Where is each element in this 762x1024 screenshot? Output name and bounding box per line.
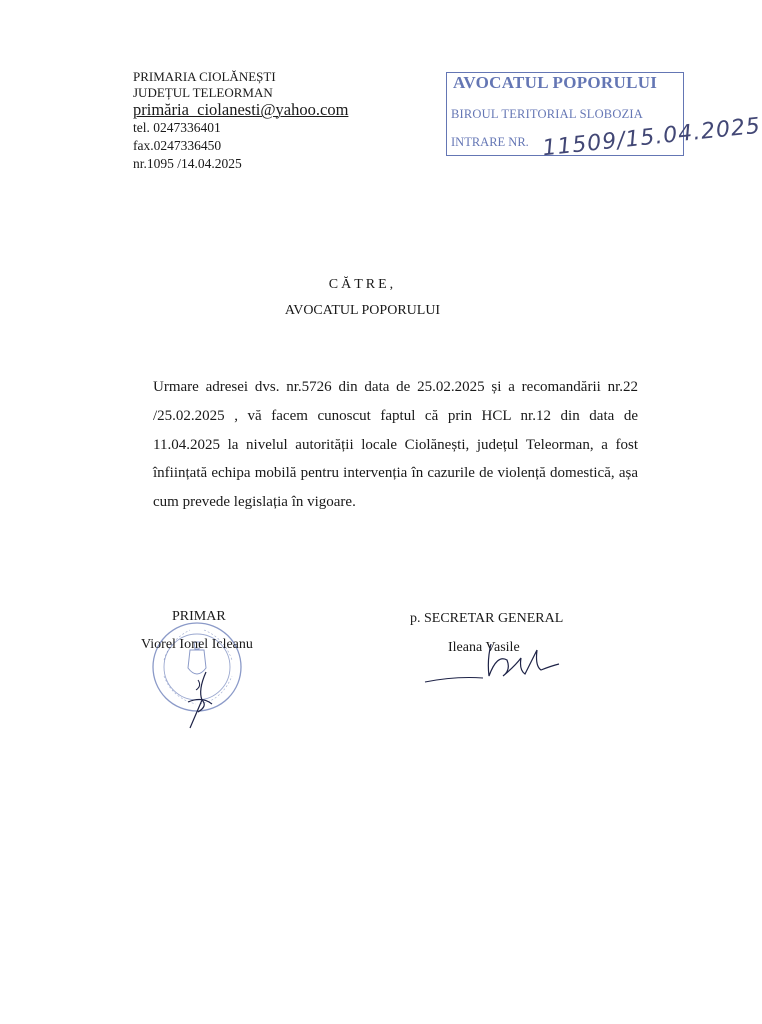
sender-email-link[interactable]: primăria_ciolanesti@yahoo.com xyxy=(133,100,349,119)
secretary-name: Ileana Vasile xyxy=(448,640,520,655)
secretary-signature-image xyxy=(425,640,565,690)
sender-reference-number: nr.1095 /14.04.2025 xyxy=(133,156,242,171)
stamp-office: BIROUL TERITORIAL SLOBOZIA xyxy=(451,107,643,121)
stamp-institution: AVOCATUL POPORULUI xyxy=(453,73,658,92)
sender-institution: PRIMARIA CIOLĂNEȘTI xyxy=(133,69,276,84)
mayor-title: PRIMAR xyxy=(172,609,226,624)
mayor-name: Viorel Ionel Icleanu xyxy=(141,637,253,652)
recipient-name: AVOCATUL POPORULUI xyxy=(284,303,441,318)
stamp-handwritten-number: 11509/15.04.2025 xyxy=(541,113,762,162)
sender-phone: tel. 0247336401 xyxy=(133,120,221,135)
body-paragraph: Urmare adresei dvs. nr.5726 din data de 25.02.2025 și a recomandării nr.22 /25.02.2025 , vă facem cunoscut faptul că prin HCL nr.12 din data de 11.04.2025 la nivelul autorității locale Ciolănești, județul Teleorman, a fost înființată echipa mobilă pentru intervenția în cazurile de violență domestică, așa cum prevede legislația în vigoare. xyxy=(153,379,638,511)
sender-header xyxy=(133,69,348,173)
recipient-heading: CĂTRE, xyxy=(328,277,397,292)
sender-county: JUDEȚUL TELEORMAN xyxy=(133,84,273,100)
letter-body xyxy=(153,373,638,517)
sender-fax: fax.0247336450 xyxy=(133,138,222,153)
stamp-entry-label: INTRARE NR. xyxy=(451,135,529,149)
secretary-title: p. SECRETAR GENERAL xyxy=(410,611,564,626)
registration-stamp xyxy=(446,72,762,162)
mayor-signature-image xyxy=(168,660,228,730)
